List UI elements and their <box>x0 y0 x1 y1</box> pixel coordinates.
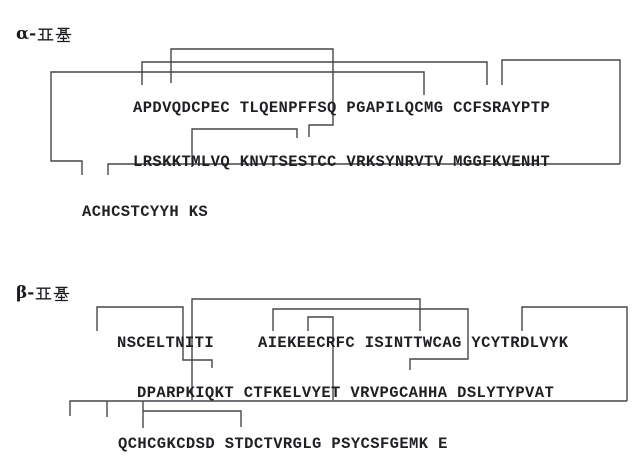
hanzi-ya-icon <box>37 26 54 43</box>
beta-label-prefix: β- <box>16 283 35 303</box>
beta-sequence-row-2: DPARPKIQKT CTFKELVYET VRVPGCAHHA DSLYTYPVAT <box>137 384 555 402</box>
beta-sequence-row-1-segment-2: AIEKEECRFC ISINTTWCAG YCYTRDLVYK <box>258 334 569 352</box>
hanzi-ji-icon <box>55 26 72 43</box>
beta-subunit-label <box>16 285 70 302</box>
beta-sequence-row-1-segment-1: NSCELTNITI <box>117 334 215 352</box>
alpha-sequence-row-3: ACHCSTCYYH KS <box>82 203 209 221</box>
hanzi-ya-icon <box>35 285 52 302</box>
alpha-label-prefix: α- <box>16 24 37 44</box>
beta-sequence-row-3: QCHCGKCDSD STDCTVRGLG PSYCSFGEMK E <box>118 435 448 453</box>
alpha-subunit-label <box>16 26 72 43</box>
hanzi-ji-icon <box>53 285 70 302</box>
alpha-sequence-row-1: APDVQDCPEC TLQENPFFSQ PGAPILQCMG CCFSRAYPTP <box>133 99 551 117</box>
alpha-sequence-row-2: LRSKKTMLVQ KNVTSESTCC VRKSYNRVTV MGGFKVENHT <box>133 153 551 171</box>
